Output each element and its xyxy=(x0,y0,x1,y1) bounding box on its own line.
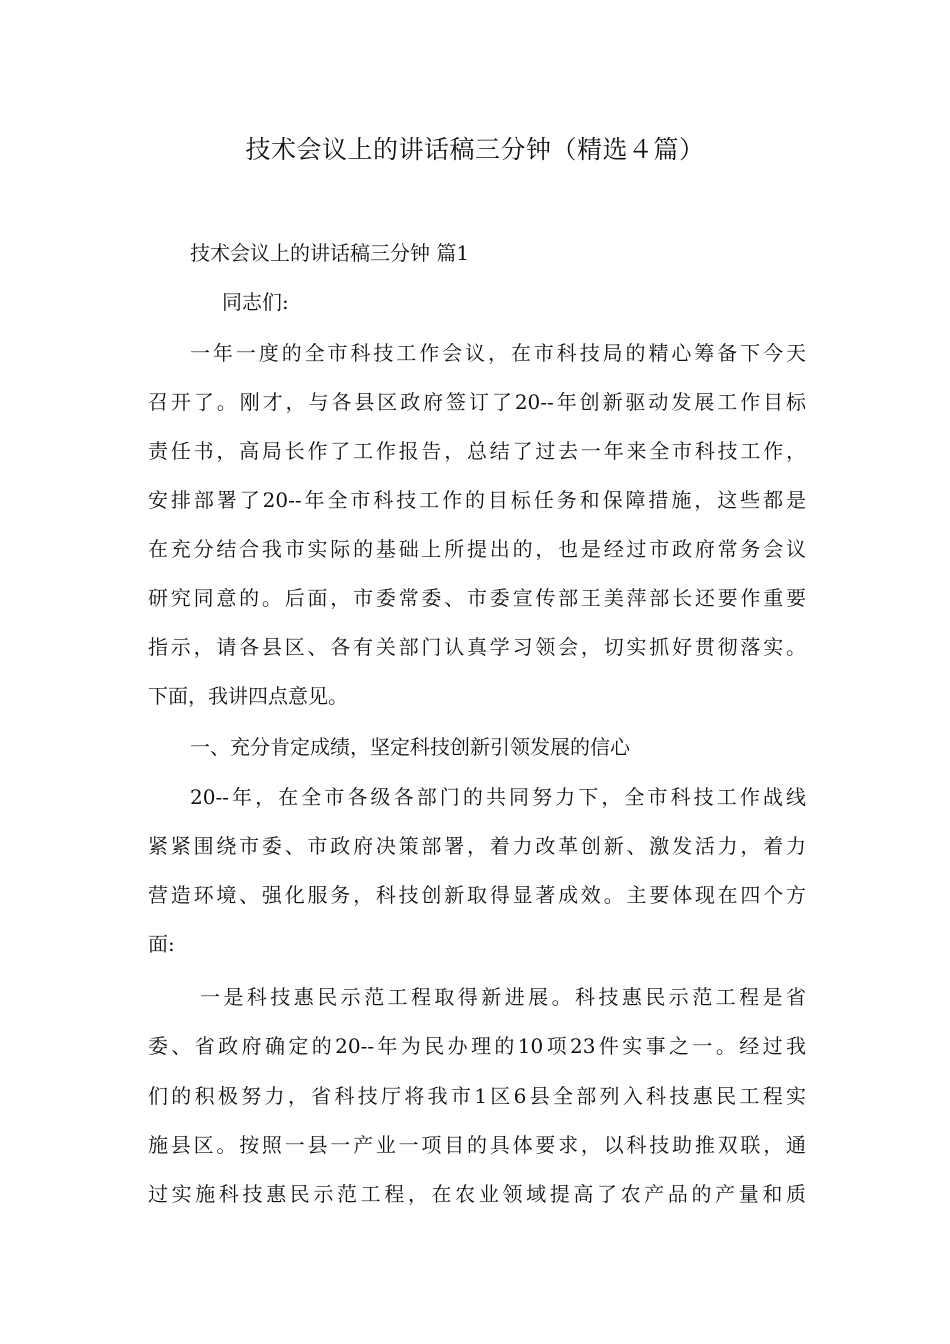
paragraph-line: 安排部署了20--年全市科技工作的目标任务和保障措施，这些都是 xyxy=(148,488,806,512)
paragraph-line: 一年一度的全市科技工作会议，在市科技局的精心筹备下今天 xyxy=(190,341,806,365)
salutation: 同志们: xyxy=(222,290,289,314)
paragraph-line: 一是科技惠民示范工程取得新进展。科技惠民示范工程是省 xyxy=(200,985,806,1009)
section-heading: 技术会议上的讲话稿三分钟 篇1 xyxy=(190,241,470,265)
paragraph-line: 委、省政府确定的20--年为民办理的10项23件实事之一。经过我 xyxy=(148,1034,806,1058)
paragraph-line: 紧紧围绕市委、市政府决策部署，着力改革创新、激发活力，着力 xyxy=(148,834,806,858)
paragraph-line: 在充分结合我市实际的基础上所提出的，也是经过市政府常务会议 xyxy=(148,537,806,561)
paragraph-line: 责任书，高局长作了工作报告，总结了过去一年来全市科技工作， xyxy=(148,439,806,463)
paragraph-line: 们的积极努力，省科技厅将我市1区6县全部列入科技惠民工程实 xyxy=(148,1084,806,1108)
section-subheading: 一、充分肯定成绩，坚定科技创新引领发展的信心 xyxy=(190,735,630,759)
paragraph-line: 20--年，在全市各级各部门的共同努力下，全市科技工作战线 xyxy=(190,785,806,809)
paragraph-line: 召开了。刚才，与各县区政府签订了20--年创新驱动发展工作目标 xyxy=(148,390,806,414)
paragraph-line: 面: xyxy=(148,932,175,956)
paragraph-line: 指示，请各县区、各有关部门认真学习领会，切实抓好贯彻落实。 xyxy=(148,635,806,659)
paragraph-line: 研究同意的。后面，市委常委、市委宣传部王美萍部长还要作重要 xyxy=(148,586,806,610)
paragraph-line: 营造环境、强化服务，科技创新取得显著成效。主要体现在四个方 xyxy=(148,883,806,907)
paragraph-line: 过实施科技惠民示范工程，在农业领域提高了农产品的产量和质 xyxy=(148,1182,806,1206)
document-title: 技术会议上的讲话稿三分钟（精选４篇） xyxy=(245,135,705,164)
paragraph-line: 施县区。按照一县一产业一项目的具体要求，以科技助推双联，通 xyxy=(148,1133,806,1157)
paragraph-line: 下面，我讲四点意见。 xyxy=(148,684,348,708)
